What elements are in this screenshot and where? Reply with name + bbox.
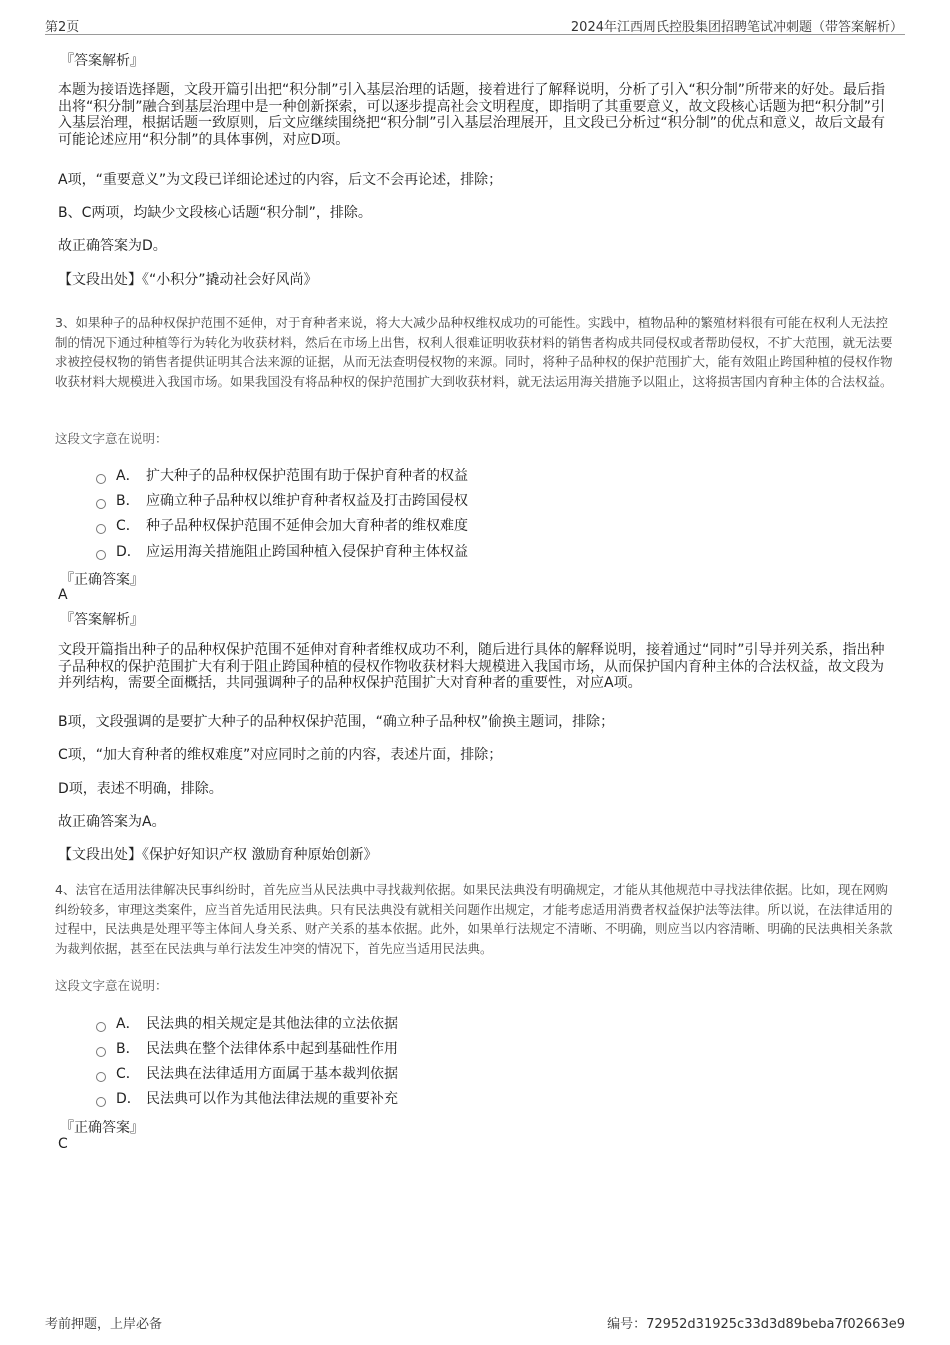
document-serial: 编号：72952d31925c33d3d89beba7f02663e9 [607, 1317, 905, 1332]
q2-note-a: A项，“重要意义”为文段已详细论述过的内容，后文不会再论述，排除； [58, 172, 503, 188]
q3-option-b[interactable]: B． 应确立种子品种权以维护育种者权益及打击跨国侵权 [96, 490, 468, 510]
radio-icon[interactable] [96, 474, 106, 484]
page-header [45, 14, 905, 35]
q3-analysis-paragraph: 文段开篇指出种子的品种权保护范围不延伸对育种者维权成功不利，随后进行具体的解释说明，接着通过“同时”引导并列关系，指出种子品种权的保护范围扩大有利于阻止跨国种植的侵权作物收获材料大规模进入我国市场，从而保护国内育种主体的合法权益，故文段为并列结构，需要全面概括，共同强调种子的品种权保护范围扩大对育种者的重要性，对应A项。 [58, 642, 885, 691]
q3-note-b: B项，文段强调的是要扩大种子的品种权保护范围，“确立种子品种权”偷换主题词，排除； [58, 714, 615, 730]
q2-source: 【文段出处】《“小积分”撬动社会好风尚》 [58, 272, 318, 288]
q4-option-c[interactable]: C． 民法典在法律适用方面属于基本裁判依据 [96, 1063, 398, 1083]
q2-note-bc: B、C两项，均缺少文段核心话题“积分制”，排除。 [58, 205, 372, 221]
q3-answer-label: 『正确答案』 [60, 572, 144, 588]
q4-option-a[interactable]: A． 民法典的相关规定是其他法律的立法依据 [96, 1013, 398, 1033]
radio-icon[interactable] [96, 499, 106, 509]
q3-source: 【文段出处】《保护好知识产权 激励育种原始创新》 [58, 847, 378, 863]
radio-icon[interactable] [96, 1047, 106, 1057]
q2-analysis-paragraph: 本题为接语选择题，文段开篇引出把“积分制”引入基层治理的话题，接着进行了解释说明，分析了引入“积分制”所带来的好处。最后指出将“积分制”融合到基层治理中是一种创新探索，可以逐步提高社会文明程度，即指明了其重要意义，故文段核心话题为把“积分制”引入基层治理，根据话题一致原则，后文应继续围绕把“积分制”引入基层治理展开，且文段已分析过“积分制”的优点和意义，故后文最有可能论述应用“积分制”的具体事例，对应D项。 [58, 82, 886, 148]
radio-icon[interactable] [96, 524, 106, 534]
q3-note-d: D项，表述不明确，排除。 [58, 781, 223, 797]
q4-stem: 4、法官在适用法律解决民事纠纷时，首先应当从民法典中寻找裁判依据。如果民法典没有明确规定，才能从其他规范中寻找法律依据。比如，现在网购纠纷较多，审理这类案件，应当首先适用民法典。只有民法典没有就相关问题作出规定，才能考虑适用消费者权益保护法等法律。所以说，在法律适用的过程中，民法典是处理平等主体间人身关系、财产关系的基本依据。此外，如果单行法规定不清晰、不明确，则应当以内容清晰、明确的民法典相关条款为裁判依据，甚至在民法典与单行法发生冲突的情况下，首先应当适用民法典。 [55, 882, 893, 956]
q3-question-lead: 这段文字意在说明： [55, 431, 168, 446]
q3-analysis-label: 『答案解析』 [60, 612, 144, 628]
document-title: 2024年江西周氏控股集团招聘笔试冲刺题（带答案解析） [570, 20, 903, 35]
page-number: 第2页 [45, 20, 80, 35]
radio-icon[interactable] [96, 550, 106, 560]
q4-answer-value: C [58, 1136, 68, 1152]
radio-icon[interactable] [96, 1072, 106, 1082]
q4-option-b[interactable]: B． 民法典在整个法律体系中起到基础性作用 [96, 1038, 398, 1058]
q4-option-d[interactable]: D． 民法典可以作为其他法律法规的重要补充 [96, 1088, 398, 1108]
q3-option-c[interactable]: C． 种子品种权保护范围不延伸会加大育种者的维权难度 [96, 515, 468, 535]
q3-note-c: C项，“加大育种者的维权难度”对应同时之前的内容，表述片面，排除； [58, 747, 503, 763]
q3-option-a[interactable]: A． 扩大种子的品种权保护范围有助于保护育种者的权益 [96, 465, 468, 485]
q3-option-d[interactable]: D． 应运用海关措施阻止跨国种植入侵保护育种主体权益 [96, 541, 468, 561]
q2-analysis-label: 『答案解析』 [60, 53, 144, 69]
radio-icon[interactable] [96, 1097, 106, 1107]
q4-answer-label: 『正确答案』 [60, 1120, 144, 1136]
q3-conclusion: 故正确答案为A。 [58, 814, 166, 830]
q2-conclusion: 故正确答案为D。 [58, 238, 167, 254]
q3-answer-value: A [58, 587, 68, 603]
footer-slogan: 考前押题，上岸必备 [45, 1317, 163, 1332]
radio-icon[interactable] [96, 1022, 106, 1032]
q4-question-lead: 这段文字意在说明： [55, 978, 168, 993]
q3-stem: 3、如果种子的品种权保护范围不延伸，对于育种者来说，将大大减少品种权维权成功的可能性。实践中，植物品种的繁殖材料很有可能在权利人无法控制的情况下通过种植等行为转化为收获材料，然后在市场上出售，权利人很难证明收获材料的销售者构成共同侵权或者帮助侵权，不扩大范围，就无法要求被控侵权物的销售者提供证明其合法来源的证据，从而无法查明侵权物的来源。同时，将种子品种权的保护范围扩大，能有效阻止跨国种植的侵权作物收获材料大规模进入我国市场。如果我国没有将品种权的保护范围扩大到收获材料，就无法运用海关措施予以阻止，这将损害国内育种主体的合法权益。 [55, 315, 893, 389]
